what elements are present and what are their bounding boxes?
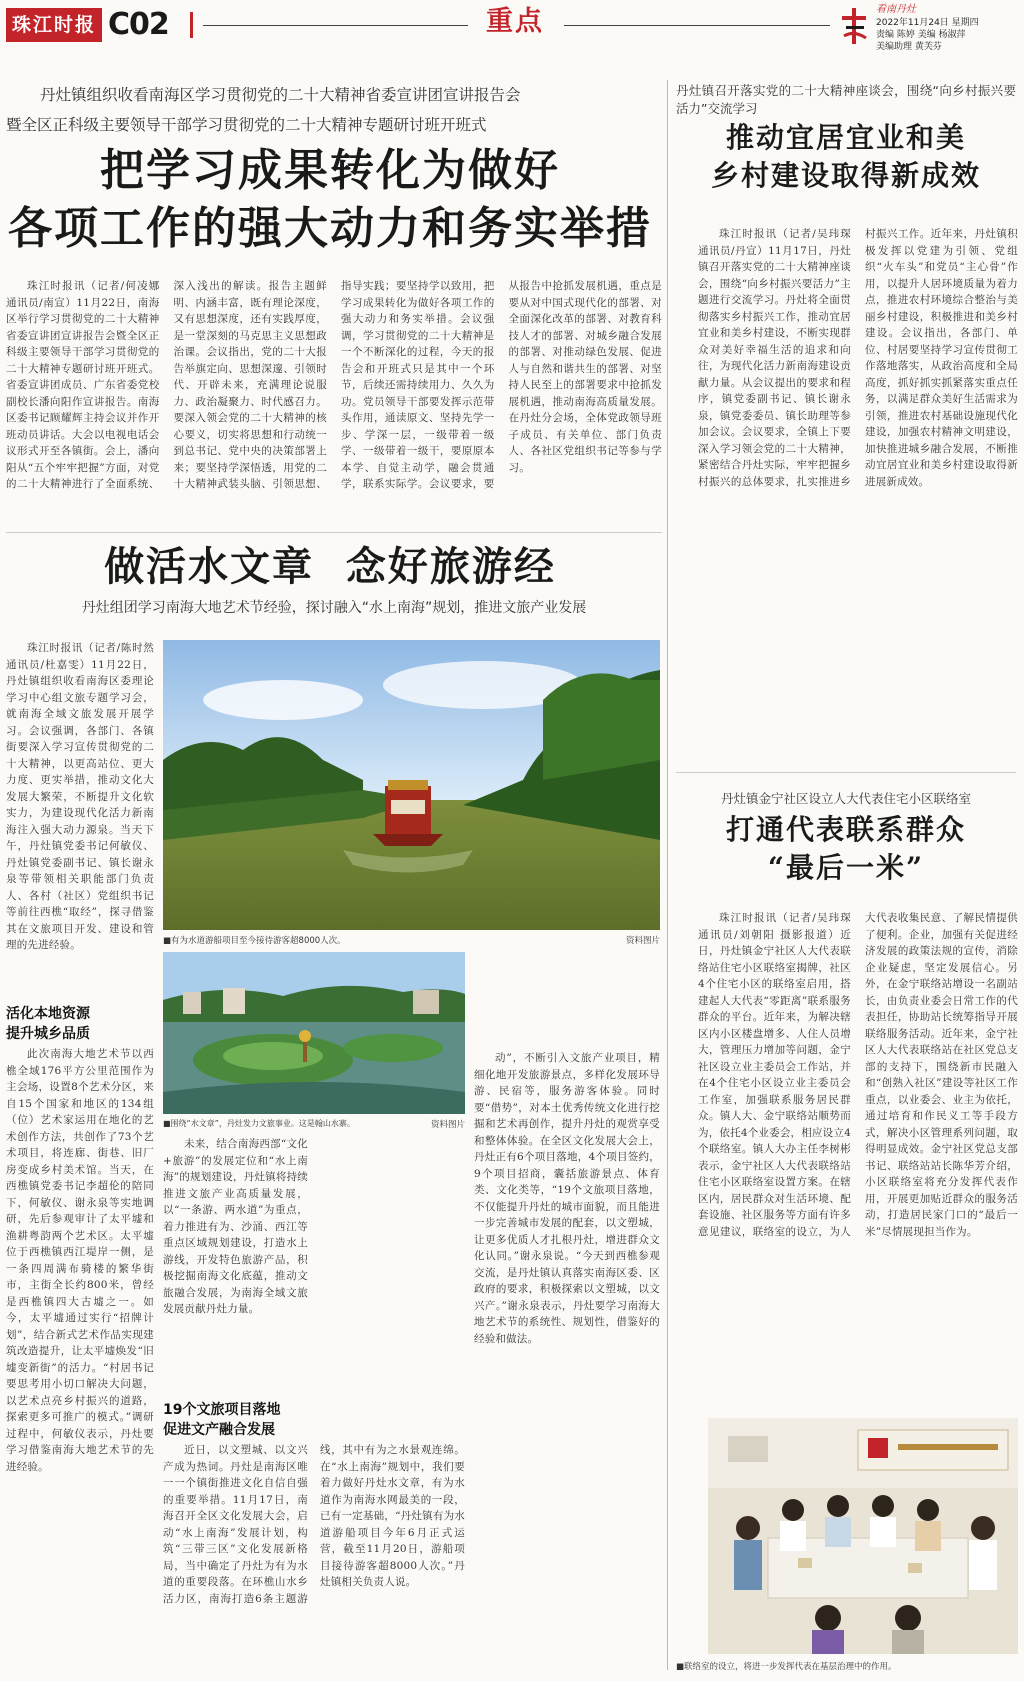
article3-top-rule xyxy=(6,532,662,533)
article3-subhead-1b: 提升城乡品质 xyxy=(6,1026,90,1042)
article2-body xyxy=(698,226,1018,706)
article3-col3-text: 未来，结合南海西部“文化+旅游”的发展定位和“水上南海”的规划建设，丹灶镇将持续推进文旅产业高质量发展，以“一条游、两水道”为重点，着力推进有为、沙涌、西江等重点区域规划建设，打造水上游线，开发特色旅游产品，积极挖掘南海文化底蕴，推动文旅融合发展，为南海全域文旅发展贡献丹灶力量。 xyxy=(163,1138,308,1315)
photo3-caption: ■联络室的设立，将进一步发挥代表在基层治理中的作用。 xyxy=(676,1662,897,1672)
article2-kicker: 丹灶镇召开落实党的二十大精神座谈会，围绕“向乡村振兴要活力”交流学习 xyxy=(676,83,1016,116)
assistant-credit: 美编助理 黄芙芬 xyxy=(876,42,942,52)
column-divider xyxy=(667,80,668,1670)
masthead-title: 珠江时报 xyxy=(11,14,96,36)
photo1-credit: 资料图片 xyxy=(625,936,660,946)
photo2-caption: ■围绕“水文章”，丹灶发力文旅事业。这是翰山水寨。 xyxy=(163,1119,355,1128)
article4-kicker: 丹灶镇金宁社区设立人大代表住宅小区联络室 xyxy=(720,791,971,806)
article3-subhead-1a: 活化本地资源 xyxy=(6,1006,90,1022)
photo-boat-canal xyxy=(163,640,660,930)
section-label: 重点 xyxy=(486,6,544,37)
article1-body-text: 珠江时报讯（记者/何凌娜 通讯员/南宣）11月22日，南海区举行学习贯彻党的二十大精神省委宣讲团宣讲报告会暨全区正科级主要领导干部学习贯彻党的二十大精神专题研讨班开班式。省委宣讲团成员、广东省委党校副校长潘向阳作宣讲报告。南海区委书记顾耀辉主持会议并作开班动员讲话。大会以电视电话会议形式开至各镇街。会上，潘向阳从“五个牢牢把握”方面，对党的二十大精神进行了全面系统、深入浅出的解读。报告主题鲜明、内涵丰富，既有理论深度，又有思想深度，还有实践厚度，是一堂深刻的马克思主义思想政治课。会议指出，党的二十大报告举旗定向、思想深邃、引领时代、开辟未来，充满理论说服力、政治凝聚力、时代感召力。要深入领会党的二十大精神的核心要义，切实将思想和行动统一到总书记、党中央的决策部署上来；要坚持学深悟透，用党的二十大精神武装头脑、引领思想、指导实践；要坚持学以致用，把学习成果转化为做好各项工作的强大动力和务实举措。会议强调，学习贯彻党的二十大精神是一个不断深化的过程，今天的报告会和开班式只是其中一个环节，后续还需持续用力、久久为功。党员领导干部要发挥示范带头作用，通读原文、坚持先学一步、学深一层，一级带着一级学、一级带着一级干，要原原本本学、自觉主动学，融会贯通学，联系实际学。会议要求，要从报告中抢抓发展机遇，重点是要从对中国式现代化的部署、对全面深化改革的部署、对教育科技人才的部署、对城乡融合发展的部署、对推动绿色发展、促进人与自然和谐共生的部署、对坚持人民至上的部署要求中抢抓发展机遇，推动南海高质量发展。在丹灶分会场，全体党政领导班子成员、有关单位、部门负责人、各社区党组织书记等参与学习。 xyxy=(6,280,662,490)
article3-sub2-body xyxy=(163,1442,465,1674)
editor-credit: 责编 陈婷 美编 杨淑萍 xyxy=(876,30,966,40)
article3-headline: 做活水文章 念好旅游经 xyxy=(104,543,556,590)
article3-col-right-top xyxy=(474,1050,660,1674)
photo1-caption: ■有为水道游船项目至今接待游客超8000人次。 xyxy=(163,936,346,946)
header-line-right xyxy=(564,25,830,26)
article4-body xyxy=(698,910,1018,1410)
photo-meeting-room xyxy=(708,1418,1018,1654)
article2-headline-1: 推动宜居宜业和美 xyxy=(725,121,966,154)
article3-lead-column xyxy=(6,640,154,951)
article1-kicker-1: 丹灶镇组织收看南海区学习贯彻党的二十大精神省委宣讲团宣讲报告会 xyxy=(40,86,521,104)
article3-subhead-2b: 促进文产融合发展 xyxy=(163,1422,275,1438)
article3-col-middle-1 xyxy=(163,1136,308,1391)
article2-body-text: 珠江时报讯（记者/吴玮琛 通讯员/丹宣）11月17日，丹灶镇召开落实党的二十大精神座谈会，围绕“向乡村振兴要活力”主题进行交流学习。丹灶将全面贯彻落实乡村振兴工作，推动宜居宜业和美乡村建设，不断实现群众对美好幸福生活的追求和向往，为现代化活力新南海建设贡献力量。从会议提出的要求和程序，镇党委副书记、镇长谢永泉，镇党委委员、镇长助理等参加会议。会议要求，全镇上下要深入学习领会党的二十大精神，紧密结合丹灶实际，牢牢把握乡村振兴的总体要求，扎实推进乡村振兴工作。近年来，丹灶镇积极发挥以党建为引领、党组织“火车头”和党员“主心骨”作用，以提升人居环境质量为着力点，推进农村环境综合整治与美丽乡村建设，积极推进和美乡村建设。会议指出，各部门、单位、村居要坚持学习宣传贯彻工作落地落实，从政治高度和全局高度，抓好抓实抓紧落实重点任务，以满足群众美好生活需求为引领，推进农村基础设施现代化建设，加强农村精神文明建设，加快推进城乡融合发展，不断推动宜居宜业和美乡村建设取得新进展新成效。 xyxy=(698,228,1018,488)
article4-body-text: 珠江时报讯（记者/吴玮琛 通讯员/刘朝阳 摄影报道）近日，丹灶镇金宁社区人大代表联络站住宅小区联络室揭牌，社区4个住宅小区的联络室启用，搭建起人大代表“零距离”联系服务群众的平台。近年来，为解决辖区内小区楼盘增多、人住人员增大，管理压力增加等问题，金宁社区设立业主委员会工作站，并在4个住宅小区设立业主委员会工作室，加强联系服务居民群众。镇人大、金宁联络站顺势而为，依托4个业委会，相应设立4个联络室。镇人大办主任李树彬表示，金宁社区人大代表联络站住宅小区联络室设置方案。在辖区内，居民群众对生活环境、配套设施、社区服务等方面有许多意见建议，联络室的设立，为人大代表收集民意、了解民情提供了便利。企业，加强有关促进经济发展的政策法规的宣传，消除企业疑虑，坚定发展信心。另外，在金宁联络站增设一名副站长，由负责业委会日常工作的代表担任，协助站长统筹指导开展联络服务活动。近年来，金宁社区人大代表联络站在社区党总支部的支持下，围绕新市民融入和“创熟入社区”建设等社区工作重点，以业委会、业主为依托，通过培育和作民义工等手段方式，解决小区管理系列问题，取得明显成效。金宁社区党总支部书记、联络站站长陈华芳介绍，小区联络室将充分发挥代表作用，开展更加贴近群众的服务活动，打造居民家门口的“最后一米”尽情展现担当作为。 xyxy=(698,912,1018,1238)
article4-top-rule xyxy=(676,772,1016,773)
header-divider-left xyxy=(190,12,193,38)
article3-subhead-2a: 19个文旅项目落地 xyxy=(163,1402,281,1418)
article3-col-middle-2 xyxy=(318,1136,465,1436)
header-line-left xyxy=(203,25,468,26)
article1-headline-2: 各项工作的强大动力和务实举措 xyxy=(8,203,652,254)
article3-kicker: 丹灶组团学习南海大地艺术节经验，探讨融入“水上南海”规划，推进文旅产业发展 xyxy=(81,600,587,616)
article3-lead-text: 珠江时报讯（记者/陈时然 通讯员/杜嘉雯）11月22日，丹灶镇组织收看南海区委理论学习中心组文旅专题学习会，就南海全域文旅发展开展学习。会议强调，各部门、各镇街要深入学习宣传贯彻党的二十大精神，以更高站位、更大力度、更实举措，推动文化大发展大繁荣，不断提升文化软实力，为建设现代化活力新南海注入强大动力源泉。当天下午，丹灶镇党委书记何敏仪、丹灶镇党委副书记、镇长谢永泉等带领相关职能部门负责人、各村（社区）党组织书记等前往西樵“取经”，探寻借鉴其在文旅项目开发、建设和管理的先进经验。 xyxy=(6,642,154,951)
issue-date: 2022年11月24日 星期四 xyxy=(876,18,979,28)
article1-body xyxy=(6,278,662,528)
column-logo-emblem xyxy=(838,6,870,46)
photo2-credit: 资料图片 xyxy=(430,1120,465,1130)
article3-sub1-text: 此次南海大地艺术节以西樵全域176平方公里范围作为主会场，设置8个艺术分区，来自15个国家和地区的134组（位）艺术家运用在地化的艺术创作方法，共创作了73个艺术项目，将连廊、街巷、旧厂房变成乡村美术馆。当天，在西樵镇党委书记李超伦的陪同下，何敏仪、谢永泉等实地调研，先后参观审计了太平墟和渔耕粤韵两个艺术区。太平墟位于西樵镇西江堤岸一侧，是一条四周满布骑楼的繁华街市，主街全长约800米，曾经是西樵镇四大古墟之一。如今，太平墟通过实行“招牌计划”，结合新式艺术作品实现建筑改造提升，让太平墟焕发“旧墟变新街”的活力。“村居书记要思考用小切口解决大问题，以艺术点亮乡村振兴的道路，探索更多可推广的模式。”调研过程中，何敏仪表示，丹灶要学习借鉴南海大地艺术节的先进经验。 xyxy=(6,1048,154,1473)
article4-headline-2: “最后一米” xyxy=(767,851,925,884)
article4-headline-1: 打通代表联系群众 xyxy=(725,813,966,846)
column-logo-text: 看南丹灶 xyxy=(876,4,916,15)
article2-headline-2: 乡村建设取得新成效 xyxy=(710,159,981,192)
article3-sub2-text: 近日，以文塑城、以文兴产成为热词。丹灶是南海区唯一一个镇街推进文化自信自强的重要举措。11月17日，南海召开全区文化发展大会，启动“水上南海”发展计划，构筑“三带三区”文化发展新格局，当中确定了丹灶为有为水道的重要段落。在环樵山水乡活力区，南海打造6条主题游线，其中有为之水景观连绵。在“水上南海”规划中，我们要着力做好丹灶水文章，有为水道作为南海水网最美的一段，已有一定基础，“丹灶镇有为水道游船项目今年6月正式运营，截至11月20日，游船项目接待游客超8000人次。”丹灶镇相关负责人说。 xyxy=(163,1444,465,1605)
article1-kicker-2: 暨全区正科级主要领导干部学习贯彻党的二十大精神专题研讨班开班式 xyxy=(6,116,487,134)
article1-headline-1: 把学习成果转化为做好 xyxy=(100,145,560,196)
article3-col2-text: 动”，不断引入文旅产业项目，精细化地开发旅游景点，多样化发展环导游、民宿等，服务游客体验。同时要“借势”，对本土优秀传统文化进行挖掘和艺术再创作，提升丹灶的观赏享受和整体体验。在全区文化发展大会上，丹灶正有6个项目落地，4个项目签约，9个项目招商，囊括旅游景点、体育类、文化类等，“19个文旅项目落地，不仅能提升丹灶的城市面貌，而且能进一步完善城市发展的配套，以文塑城，让更多优质人才扎根丹灶，增进群众文化认同。”谢永泉说。“今天到西樵参观交流，是丹灶镇认真落实南海区委、区政府的要求，积极探索以文塑城，以文兴产。”谢永泉表示，丹灶要学习南海大地艺术节的系统性、规划性，借鉴好的经验和做法。 xyxy=(474,1052,660,1345)
photo-water-village xyxy=(163,952,465,1114)
page-number: C02 xyxy=(108,7,169,42)
article3-sub1-body xyxy=(6,1046,154,1674)
